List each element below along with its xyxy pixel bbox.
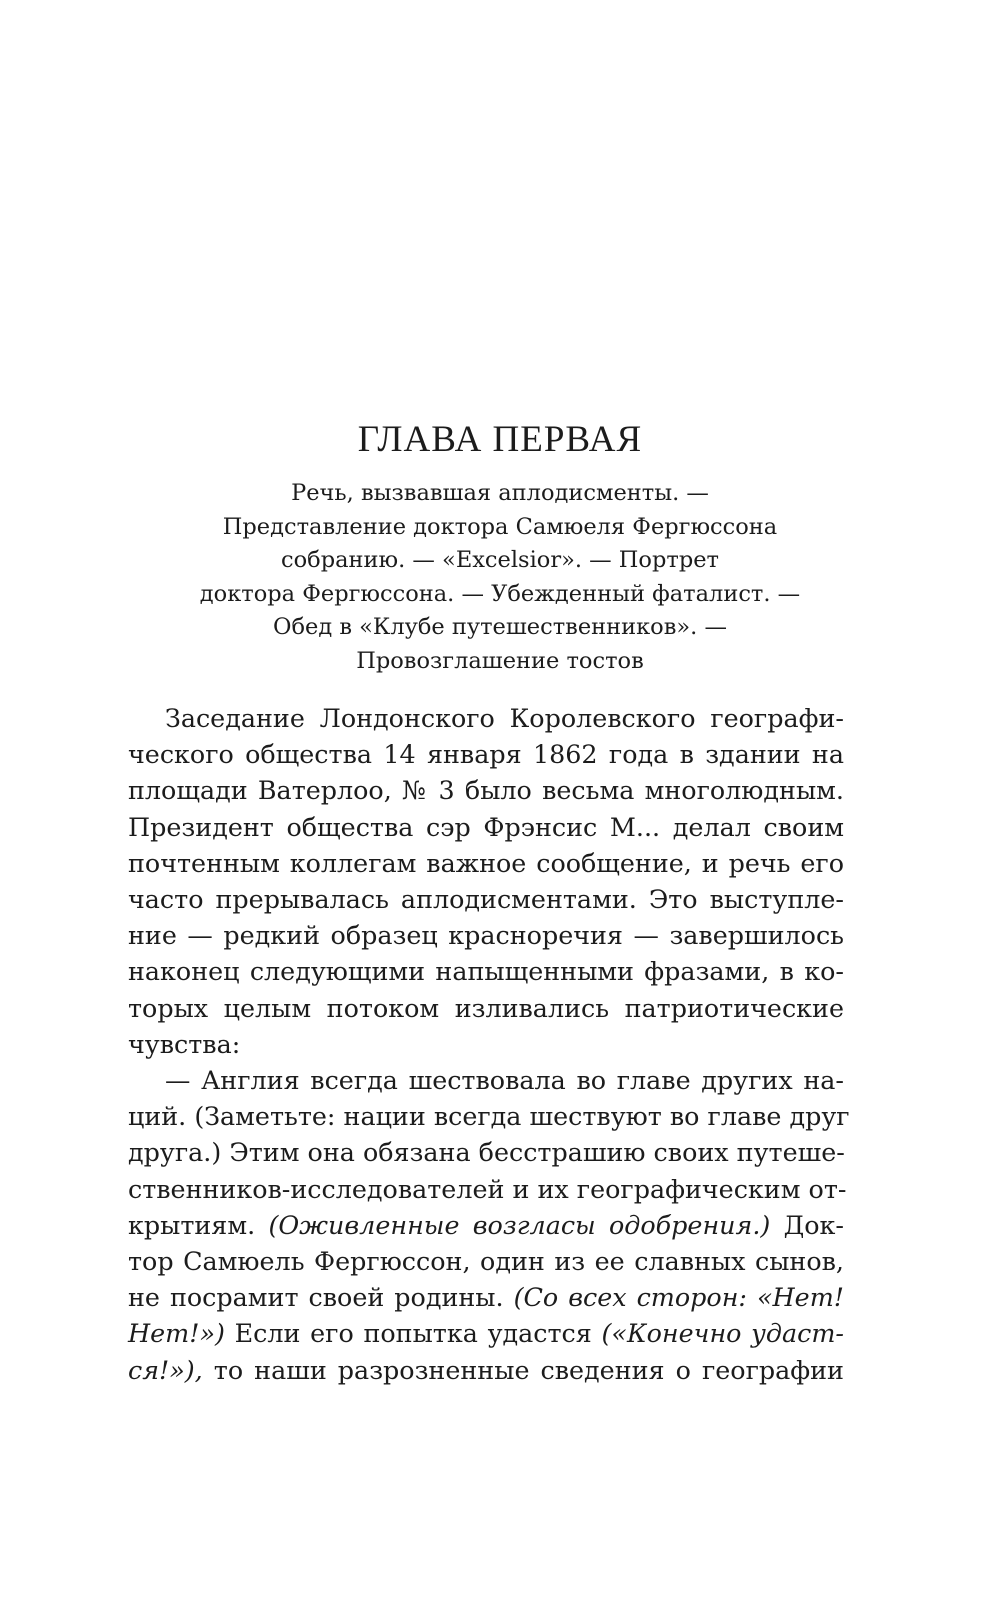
text-line xyxy=(128,1352,844,1388)
italic-remark: ся!»), xyxy=(128,1354,203,1385)
summary-line: Провозглашение тостов xyxy=(356,647,644,674)
chapter-summary xyxy=(0,477,1000,679)
text-line: часто прерывалась аплодисментами. Это выступле- xyxy=(128,884,844,915)
summary-line: Речь, вызвавшая аплодисменты. — xyxy=(291,480,709,506)
summary-line: Обед в «Клубе путешественников». — xyxy=(273,614,727,641)
text-line: ций. (Заметьте: нации всегда шествуют во главе друг xyxy=(128,1101,850,1132)
summary-line: доктора Фергюссона. — Убежденный фаталист. — xyxy=(199,580,801,607)
summary-line: собранию. — «Excelsior». — Портрет xyxy=(281,547,719,574)
text-line: торых целым потоком изливались патриотические xyxy=(128,992,844,1023)
text-line: ственников-исследователей и их географическим от- xyxy=(128,1173,847,1204)
text-line: Заседание Лондонского Королевского географи- xyxy=(165,703,844,733)
text-line: тор Самюель Фергюссон, один из ее славных сынов, xyxy=(128,1246,844,1277)
chapter-title: ГЛАВА ПЕРВАЯ xyxy=(357,419,643,460)
text-fragment: то наши разрозненные сведения о географии xyxy=(213,1354,844,1385)
italic-remark: (Оживленные возгласы одобрения.) xyxy=(268,1209,771,1240)
summary-line: Представление доктора Самюеля Фергюссона xyxy=(222,513,778,540)
italic-remark: Нет!») xyxy=(128,1318,225,1349)
text-fragment: не посрамит своей родины. xyxy=(128,1282,504,1313)
text-line: Президент общества сэр Фрэнсис М... делал своим xyxy=(128,811,844,842)
text-line: почтенным коллегам важное сообщение, и речь его xyxy=(128,847,844,878)
text-line: наконец следующими напыщенными фразами, в ко- xyxy=(128,956,844,987)
text-fragment: Если его попытка удастся xyxy=(234,1318,592,1349)
text-fragment: Док- xyxy=(783,1209,845,1240)
italic-remark: (Со всех сторон: «Нет! xyxy=(513,1282,844,1313)
text-line: ние — редкий образец красноречия — завершилось xyxy=(128,920,844,951)
body-text xyxy=(128,700,850,1388)
text-fragment: крытиям. xyxy=(128,1209,256,1240)
text-line: — Англия всегда шествовала во главе других на- xyxy=(165,1065,844,1096)
text-line: площади Ватерлоо, № 3 было весьма многолюдным. xyxy=(128,775,844,806)
text-line xyxy=(128,1279,844,1315)
text-line: ческого общества 14 января 1862 года в здании на xyxy=(128,739,844,770)
text-line: друга.) Этим она обязана бесстрашию своих путеше- xyxy=(128,1137,845,1168)
text-line: чувства: xyxy=(128,1028,241,1059)
text-line xyxy=(128,1315,844,1351)
text-line xyxy=(128,1207,844,1243)
italic-remark: («Конечно удаст- xyxy=(601,1318,844,1349)
